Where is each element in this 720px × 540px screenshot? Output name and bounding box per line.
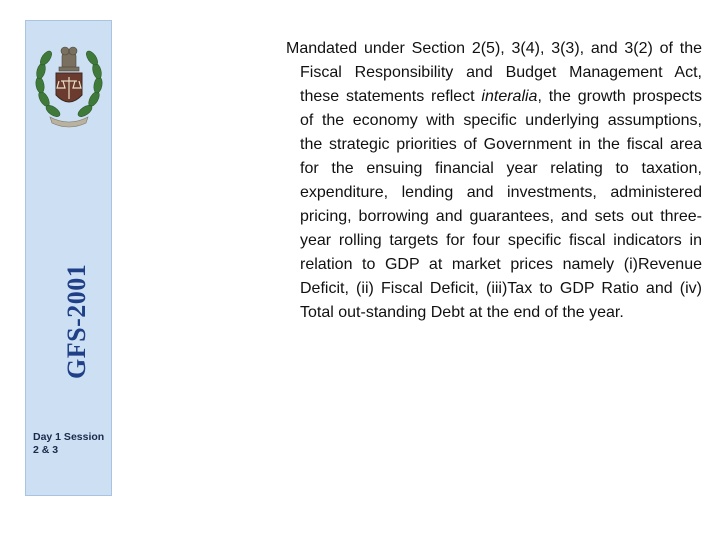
body-paragraph (286, 37, 702, 325)
body-text-part2: , the growth prospects of the economy with specific underlying assumptions, the strategic priorities of Government in the fiscal area for the ensuing financial year relating to taxation, expenditure, lending and investments, administered pricing, borrowing and guarantees, and sets out three-year rolling targets for four specific fiscal indicators in relation to GDP at market prices namely (i)Revenue Deficit, (ii) Fiscal Deficit, (iii)Tax to GDP Ratio and (iv) Total out-standing Debt at the end of the year. (300, 88, 702, 321)
vertical-title: GFS-2001 (62, 263, 91, 379)
national-emblem-icon (32, 29, 106, 133)
body-text-part1: Mandated under Section 2(5), 3(4), 3(3), and 3(2) of the Fiscal Responsibility and Budget Management Act, these statements reflect (286, 40, 702, 105)
body-text-italic: interalia (481, 88, 538, 105)
sidebar-panel (25, 20, 112, 496)
session-note: Day 1 Session 2 & 3 (33, 431, 105, 456)
